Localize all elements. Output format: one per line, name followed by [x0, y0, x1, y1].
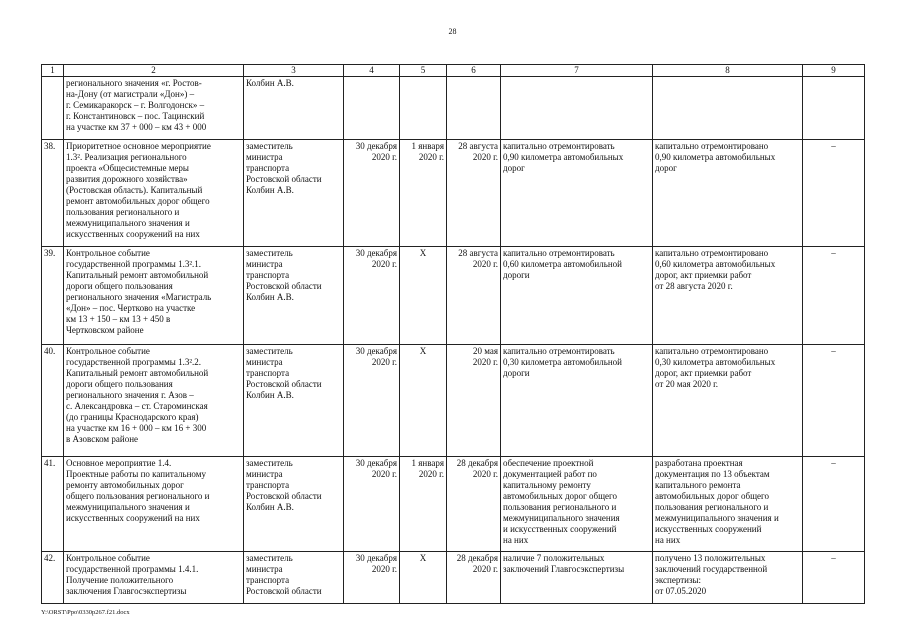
reasons: – — [803, 552, 865, 604]
actual-result: получено 13 положительных заключений государственной экспертизы: от 07.05.2020 — [653, 552, 803, 604]
executor: заместитель министра транспорта Ростовской области — [244, 552, 344, 604]
actual-end — [447, 77, 501, 140]
actual-start: Х — [400, 552, 447, 604]
actual-end: 28 августа 2020 г. — [447, 140, 501, 247]
planned-deadline: 30 декабря 2020 г. — [344, 552, 400, 604]
row-number: 42. — [42, 552, 64, 604]
report-table — [41, 64, 865, 604]
event-name: Контрольное событие государственной программы 1.3².2. Капитальный ремонт автомобильной дороги общего пользования регионального значения г. Азов – с. Александровка – ст. Староминская (до границы Краснодарского края) на участке км 16 + 000 – км 16 + 300 в Азовском районе — [64, 345, 244, 457]
table-row — [42, 140, 865, 247]
executor: заместитель министра транспорта Ростовской области Колбин А.В. — [244, 140, 344, 247]
executor: заместитель министра транспорта Ростовской области Колбин А.В. — [244, 457, 344, 552]
actual-result: разработана проектная документация по 13 объектам капитального ремонта автомобильных дорог общего пользования регионального и межмуниципального значения и искусственных сооружений на них — [653, 457, 803, 552]
reasons — [803, 77, 865, 140]
planned-deadline: 30 декабря 2020 г. — [344, 247, 400, 345]
expected-result: наличие 7 положительных заключений Главгосэкспертизы — [501, 552, 653, 604]
actual-start: 1 января 2020 г. — [400, 140, 447, 247]
reasons: – — [803, 247, 865, 345]
actual-end: 28 декабря 2020 г. — [447, 552, 501, 604]
header-cell: 6 — [447, 65, 501, 77]
executor: заместитель министра транспорта Ростовской области Колбин А.В. — [244, 345, 344, 457]
header-cell: 2 — [64, 65, 244, 77]
expected-result — [501, 77, 653, 140]
actual-result: капитально отремонтировано 0,30 километра автомобильных дорог, акт приемки работ от 20 мая 2020 г. — [653, 345, 803, 457]
planned-deadline: 30 декабря 2020 г. — [344, 140, 400, 247]
table-row — [42, 552, 865, 604]
file-path-footer: Y:\ORST\Ppo\0330p267.f21.docx — [41, 609, 130, 616]
header-cell: 8 — [653, 65, 803, 77]
row-number: 39. — [42, 247, 64, 345]
reasons: – — [803, 457, 865, 552]
actual-start — [400, 77, 447, 140]
event-name: Основное мероприятие 1.4. Проектные работы по капитальному ремонту автомобильных дорог общего пользования регионального и межмуниципального значения и искусственных сооружений на них — [64, 457, 244, 552]
actual-result: капитально отремонтировано 0,90 километра автомобильных дорог — [653, 140, 803, 247]
event-name: Приоритетное основное мероприятие 1.3². Реализация регионального проекта «Общесистемные меры развития дорожного хозяйства» (Ростовская область). Капитальный ремонт автомобильных дорог общего пользования регионального и межмуниципального значения и искусственных сооружений на них — [64, 140, 244, 247]
event-name: Контрольное событие государственной программы 1.3².1. Капитальный ремонт автомобильной дороги общего пользования регионального значения «Магистраль «Дон» – пос. Чертково на участке км 13 + 150 – км 13 + 450 в Чертковском районе — [64, 247, 244, 345]
actual-end: 20 мая 2020 г. — [447, 345, 501, 457]
header-cell: 7 — [501, 65, 653, 77]
row-number: 41. — [42, 457, 64, 552]
planned-deadline — [344, 77, 400, 140]
actual-result: капитально отремонтировано 0,60 километра автомобильных дорог, акт приемки работ от 28 августа 2020 г. — [653, 247, 803, 345]
planned-deadline: 30 декабря 2020 г. — [344, 345, 400, 457]
table-row — [42, 247, 865, 345]
header-cell: 5 — [400, 65, 447, 77]
row-number: 38. — [42, 140, 64, 247]
row-number — [42, 77, 64, 140]
header-row — [42, 65, 865, 77]
executor: заместитель министра транспорта Ростовской области Колбин А.В. — [244, 247, 344, 345]
expected-result: капитально отремонтировать 0,60 километра автомобильной дороги — [501, 247, 653, 345]
actual-start: 1 января 2020 г. — [400, 457, 447, 552]
actual-start: Х — [400, 345, 447, 457]
header-cell: 4 — [344, 65, 400, 77]
actual-end: 28 декабря 2020 г. — [447, 457, 501, 552]
table-row — [42, 457, 865, 552]
event-name: регионального значения «г. Ростов- на-Дону (от магистрали «Дон») – г. Семикаракорск – г. Волгодонск» – г. Константиновск – пос. Тацинский на участке км 37 + 000 – км 43 + 000 — [64, 77, 244, 140]
reasons: – — [803, 345, 865, 457]
table-row — [42, 77, 865, 140]
header-cell: 3 — [244, 65, 344, 77]
executor: Колбин А.В. — [244, 77, 344, 140]
event-name: Контрольное событие государственной программы 1.4.1. Получение положительного заключения Главгосэкспертизы — [64, 552, 244, 604]
expected-result: капитально отремонтировать 0,30 километра автомобильной дороги — [501, 345, 653, 457]
page-number: 28 — [448, 27, 457, 36]
table-row — [42, 345, 865, 457]
actual-result — [653, 77, 803, 140]
header-cell: 1 — [42, 65, 64, 77]
header-cell: 9 — [803, 65, 865, 77]
actual-start: Х — [400, 247, 447, 345]
planned-deadline: 30 декабря 2020 г. — [344, 457, 400, 552]
row-number: 40. — [42, 345, 64, 457]
actual-end: 28 августа 2020 г. — [447, 247, 501, 345]
reasons: – — [803, 140, 865, 247]
expected-result: обеспечение проектной документацией работ по капитальному ремонту автомобильных дорог общего пользования регионального и межмуниципального значения и искусственных сооружений на них — [501, 457, 653, 552]
expected-result: капитально отремонтировать 0,90 километра автомобильных дорог — [501, 140, 653, 247]
